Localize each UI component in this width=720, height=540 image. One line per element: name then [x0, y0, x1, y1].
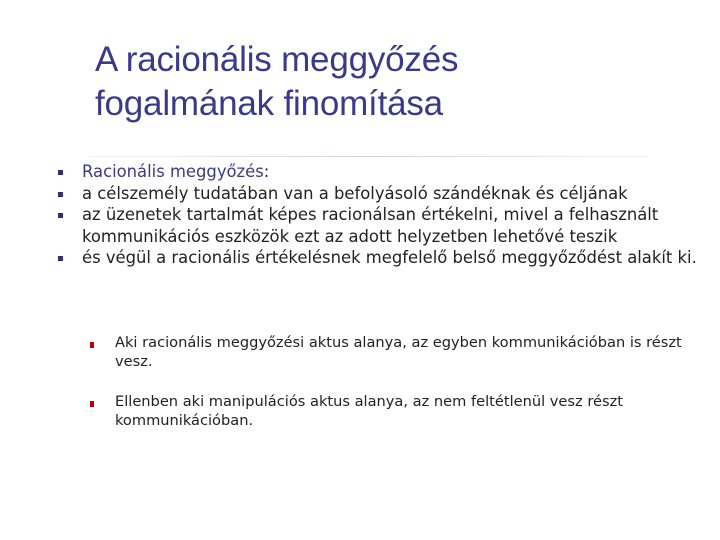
sub-bullet-text: Ellenben aki manipulációs aktus alanya, az nem feltétlenül vesz részt kommunikációban.: [115, 393, 623, 429]
bullet-highlight: Racionális meggyőzés: [82, 162, 264, 181]
title-divider: [88, 156, 648, 157]
bullet-item: [0, 247, 720, 269]
bullet-square-icon: [58, 256, 63, 261]
bullet-text: az üzenetek tartalmát képes racionálsan értékelni, mivel a felhasznált kommunikációs eszközök ezt az adott helyzetben lehetővé teszik: [82, 205, 659, 246]
slide-title-line-1: A racionális meggyőzés: [95, 40, 459, 79]
sub-bullet-square-icon: [90, 401, 94, 407]
bullet-text: :: [263, 162, 270, 181]
sub-bullet-text: Aki racionális meggyőzési aktus alanya, az egyben kommunikációban is részt vesz.: [115, 334, 682, 370]
sub-bullet-list-2: [0, 392, 720, 430]
sub-bullet-item: [0, 333, 720, 371]
sub-bullet-item: [0, 392, 720, 430]
bullet-square-icon: [58, 213, 63, 218]
bullet-item: [0, 204, 720, 247]
sub-bullet-square-icon: [90, 342, 94, 348]
sub-bullet-list-1: [0, 333, 720, 371]
bullet-text: és végül a racionális értékelésnek megfelelő belső meggyőződést alakít ki.: [82, 248, 697, 267]
main-bullet-list: [0, 161, 720, 269]
bullet-item: [0, 161, 720, 183]
slide-title-line-2: fogalmának finomítása: [95, 84, 443, 123]
bullet-item: [0, 183, 720, 205]
bullet-square-icon: [58, 170, 63, 175]
slide-title: [95, 38, 695, 126]
bullet-square-icon: [58, 192, 63, 197]
bullet-text: a célszemély tudatában van a befolyásoló szándéknak és céljának: [82, 183, 628, 203]
